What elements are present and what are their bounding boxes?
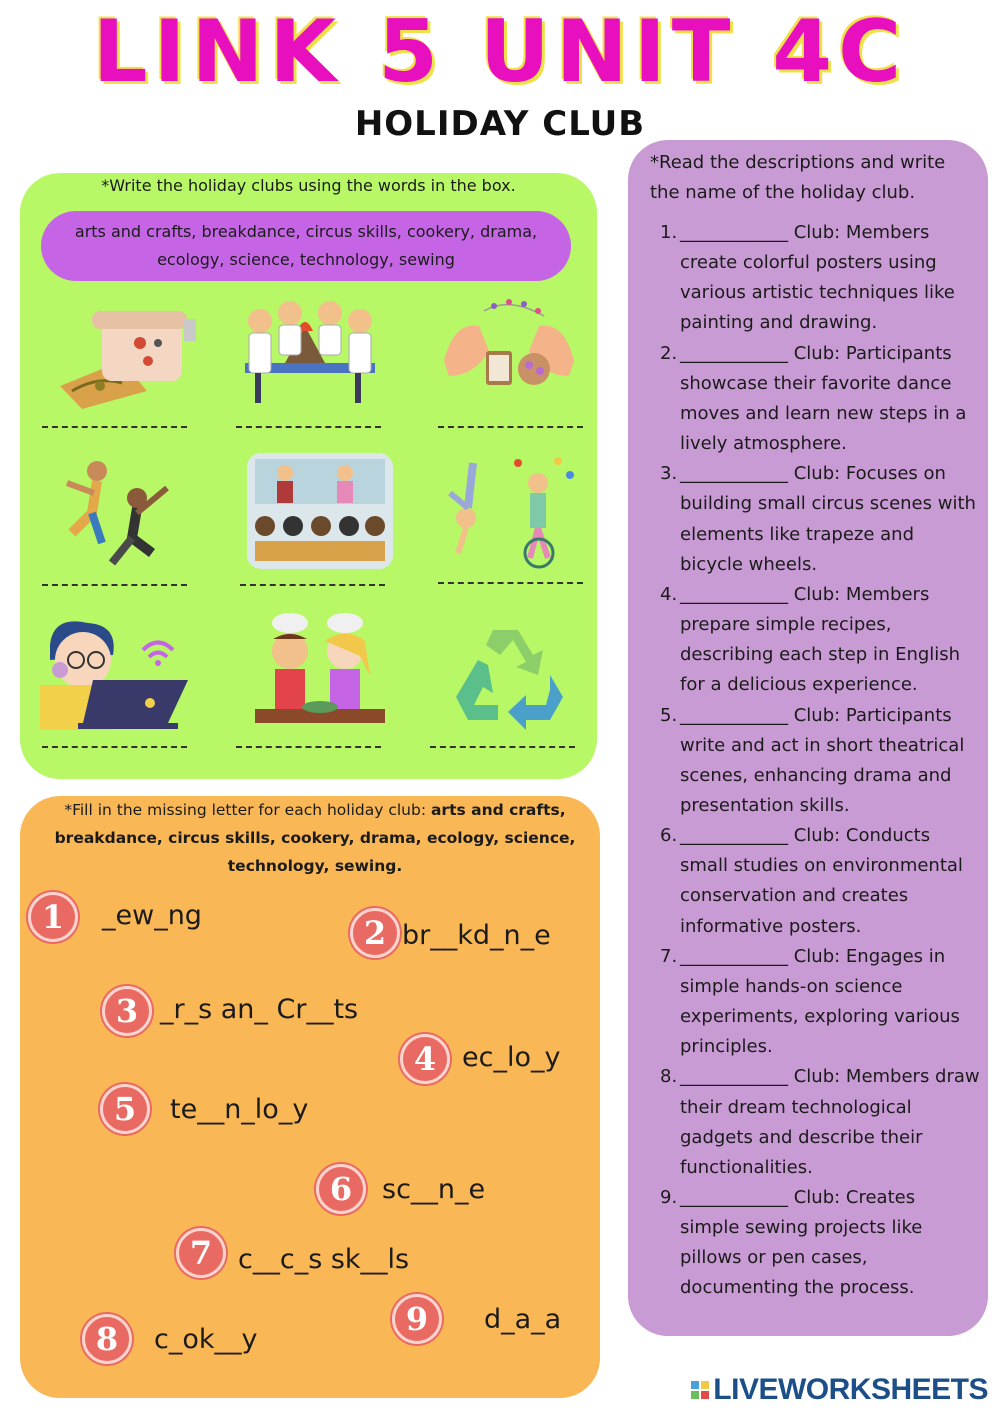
- description-text: ____________ Club: Participants showcase their favorite dance moves and learn new steps in a lively atmosphere.: [680, 342, 967, 455]
- missing-letters-panel: [20, 796, 600, 1398]
- word-puzzle[interactable]: br__kd_n_e: [402, 920, 551, 951]
- description-number: 9.: [660, 1187, 678, 1208]
- description-text: ____________ Club: Conducts small studies on environmental conservation and creates informative posters.: [680, 825, 963, 937]
- description-number: 2.: [660, 342, 678, 364]
- picture-exercise-panel: [20, 173, 597, 779]
- description-item[interactable]: [660, 218, 980, 339]
- item-number-badge: 8: [82, 1314, 132, 1364]
- description-item[interactable]: [660, 1062, 980, 1183]
- description-number: 7.: [660, 945, 678, 967]
- liveworksheets-logo-icon: [691, 1381, 709, 1399]
- description-text: ____________ Club: Members draw their dream technological gadgets and describe their functionalities.: [680, 1066, 980, 1178]
- item-number-badge: 4: [400, 1034, 450, 1084]
- word-puzzle[interactable]: _ew_ng: [102, 900, 202, 931]
- word-puzzle[interactable]: c__c_s sk__ls: [238, 1244, 410, 1275]
- word-puzzle[interactable]: sc__n_e: [382, 1174, 486, 1205]
- recycle-icon: [438, 615, 588, 735]
- crafts-beads-icon: [434, 291, 584, 411]
- description-text: ____________ Club: Members create colorful posters using various artistic techniques like painting and drawing.: [680, 222, 955, 334]
- description-text: ____________ Club: Participants write and act in short theatrical scenes, enhancing drama and presentation skills.: [680, 704, 965, 816]
- description-item[interactable]: [660, 821, 980, 942]
- worksheet-subtitle: HOLIDAY CLUB: [354, 104, 646, 144]
- description-number: 6.: [660, 825, 678, 847]
- brand-name: LIVEWORKSHEETS: [713, 1373, 988, 1406]
- description-item[interactable]: [660, 701, 980, 822]
- description-number: 4.: [660, 583, 678, 605]
- science-experiment-icon: [235, 291, 385, 411]
- item-number-badge: 2: [350, 908, 400, 958]
- item-number-badge: 7: [176, 1228, 226, 1278]
- boy-laptop-icon: [38, 615, 188, 735]
- kids-cooking-icon: [245, 611, 395, 731]
- breakdance-icon: [52, 453, 202, 573]
- descriptions-list: [660, 218, 980, 1304]
- worksheet-title: LINK 5 UNIT 4C: [92, 2, 908, 102]
- description-text: ____________ Club: Creates simple sewing projects like pillows or pen cases, documenting the process.: [680, 1187, 923, 1299]
- drama-theatre-icon: [245, 451, 395, 571]
- word-box: arts and crafts, breakdance, circus skills, cookery, drama, ecology, science, technology, sewing: [41, 211, 571, 281]
- circus-juggler-icon: [438, 453, 588, 573]
- sewing-machine-icon: [52, 291, 202, 411]
- answer-blank-8[interactable]: [236, 745, 381, 748]
- description-text: ____________ Club: Members prepare simple recipes, describing each step in English for a delicious experience.: [680, 583, 961, 696]
- descriptions-instruction: *Read the descriptions and write the name of the holiday club.: [650, 152, 946, 203]
- descriptions-panel: [628, 140, 988, 1336]
- word-puzzle[interactable]: te__n_lo_y: [170, 1094, 309, 1125]
- description-item[interactable]: [660, 459, 980, 580]
- description-item[interactable]: [660, 339, 980, 460]
- description-text: ____________ Club: Focuses on building small circus scenes with elements like trapeze and bicycle wheels.: [680, 463, 976, 575]
- answer-blank-2[interactable]: [236, 425, 381, 428]
- instruction-word-list: arts and crafts, breakdance, circus skills, cookery, drama, ecology, science, technology, sewing.: [54, 801, 576, 875]
- word-puzzle[interactable]: ec_lo_y: [462, 1042, 561, 1073]
- item-number-badge: 5: [100, 1084, 150, 1134]
- description-number: 1.: [660, 222, 678, 243]
- item-number-badge: 3: [102, 986, 152, 1036]
- description-item[interactable]: [660, 942, 980, 1063]
- item-number-badge: 9: [392, 1294, 442, 1344]
- description-text: ____________ Club: Engages in simple hands-on science experiments, exploring various principles.: [680, 945, 960, 1058]
- picture-exercise-instruction: *Write the holiday clubs using the words in the box.: [101, 176, 516, 195]
- answer-blank-5[interactable]: [240, 583, 385, 586]
- liveworksheets-brand[interactable]: [691, 1372, 988, 1408]
- description-number: 5.: [660, 704, 678, 726]
- answer-blank-1[interactable]: [42, 425, 187, 428]
- word-puzzle[interactable]: d_a_a: [484, 1304, 562, 1335]
- answer-blank-9[interactable]: [430, 745, 575, 748]
- item-number-badge: 1: [28, 892, 78, 942]
- description-number: 3.: [660, 463, 678, 485]
- word-puzzle[interactable]: _r_s an_ Cr__ts: [160, 994, 359, 1025]
- answer-blank-6[interactable]: [438, 581, 583, 584]
- word-puzzle[interactable]: c_ok__y: [154, 1324, 258, 1355]
- missing-letters-instruction: [50, 796, 580, 880]
- instruction-prefix: *Fill in the missing letter for each holiday club:: [64, 801, 431, 819]
- answer-blank-3[interactable]: [438, 425, 583, 428]
- description-item[interactable]: [660, 580, 980, 701]
- answer-blank-4[interactable]: [42, 583, 187, 586]
- description-number: 8.: [660, 1066, 678, 1088]
- item-number-badge: 6: [316, 1164, 366, 1214]
- description-item[interactable]: [660, 1183, 980, 1304]
- answer-blank-7[interactable]: [42, 745, 187, 748]
